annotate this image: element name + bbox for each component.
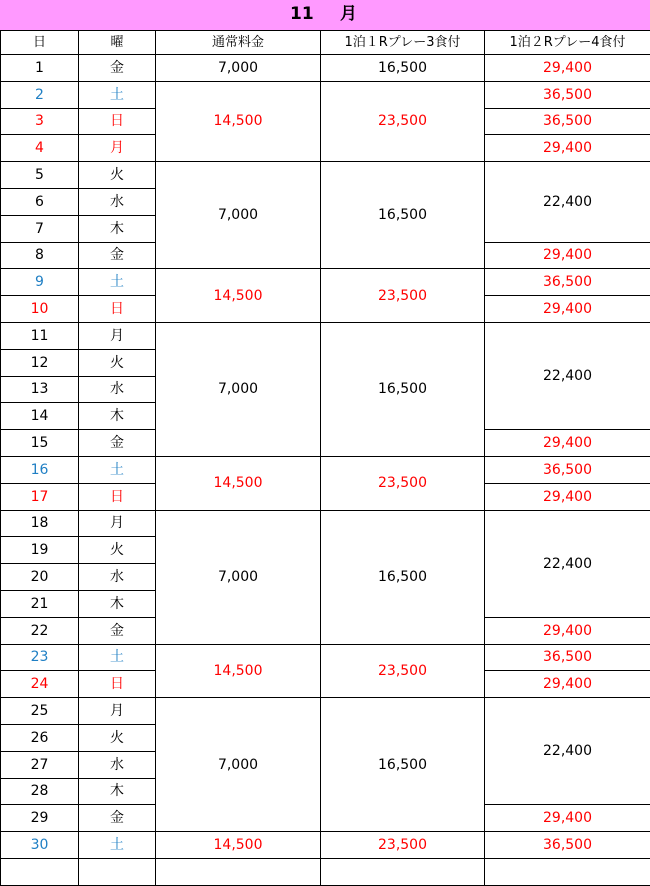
- plan-1-price-cell: 16,500: [321, 698, 485, 832]
- empty-cell: [485, 858, 650, 885]
- day-cell: 14: [1, 403, 79, 430]
- plan-2-price-cell: 22,400: [485, 162, 650, 242]
- weekday-cell: 日: [79, 671, 156, 698]
- table-row: [1, 510, 650, 537]
- day-cell: 29: [1, 805, 79, 832]
- weekday-cell: 火: [79, 349, 156, 376]
- plan-2-price-cell: 29,400: [485, 671, 650, 698]
- weekday-cell: 金: [79, 617, 156, 644]
- normal-price-cell: 14,500: [156, 644, 321, 698]
- plan-2-price-cell: 36,500: [485, 456, 650, 483]
- plan-2-price-cell: 22,400: [485, 698, 650, 805]
- day-cell: 25: [1, 698, 79, 725]
- header-plan-2-round: 1泊２Rプレー4食付: [485, 31, 650, 55]
- weekday-cell: 月: [79, 135, 156, 162]
- day-cell: 4: [1, 135, 79, 162]
- weekday-cell: 日: [79, 296, 156, 323]
- plan-2-price-cell: 22,400: [485, 322, 650, 429]
- header-plan-1-round: 1泊１Rプレー3食付: [321, 31, 485, 55]
- plan-2-price-cell: 36,500: [485, 81, 650, 108]
- table-row: [1, 644, 650, 671]
- normal-price-cell: 14,500: [156, 269, 321, 323]
- weekday-cell: 火: [79, 537, 156, 564]
- plan-2-price-cell: 29,400: [485, 55, 650, 82]
- plan-2-price-cell: 29,400: [485, 617, 650, 644]
- plan-1-price-cell: 16,500: [321, 510, 485, 644]
- weekday-cell: 水: [79, 376, 156, 403]
- day-cell: 15: [1, 430, 79, 457]
- weekday-cell: 金: [79, 55, 156, 82]
- day-cell: 17: [1, 483, 79, 510]
- table-row: [1, 162, 650, 189]
- table-row: [1, 456, 650, 483]
- weekday-cell: 土: [79, 832, 156, 859]
- empty-row: [1, 858, 650, 885]
- day-cell: 6: [1, 188, 79, 215]
- plan-1-price-cell: 23,500: [321, 644, 485, 698]
- header-row: [1, 31, 650, 55]
- weekday-cell: 火: [79, 724, 156, 751]
- empty-cell: [79, 858, 156, 885]
- day-cell: 28: [1, 778, 79, 805]
- plan-2-price-cell: 36,500: [485, 832, 650, 859]
- weekday-cell: 土: [79, 456, 156, 483]
- plan-2-price-cell: 29,400: [485, 242, 650, 269]
- price-calendar-body: [1, 31, 650, 886]
- plan-2-price-cell: 36,500: [485, 269, 650, 296]
- weekday-cell: 土: [79, 81, 156, 108]
- weekday-cell: 土: [79, 269, 156, 296]
- normal-price-cell: 14,500: [156, 81, 321, 161]
- day-cell: 8: [1, 242, 79, 269]
- plan-2-price-cell: 29,400: [485, 296, 650, 323]
- weekday-cell: 土: [79, 644, 156, 671]
- day-cell: 23: [1, 644, 79, 671]
- weekday-cell: 月: [79, 322, 156, 349]
- plan-2-price-cell: 22,400: [485, 510, 650, 617]
- empty-cell: [156, 858, 321, 885]
- plan-1-price-cell: 23,500: [321, 832, 485, 859]
- plan-2-price-cell: 29,400: [485, 483, 650, 510]
- header-weekday: 曜: [79, 31, 156, 55]
- month-unit: 月: [340, 4, 357, 24]
- weekday-cell: 火: [79, 162, 156, 189]
- weekday-cell: 水: [79, 751, 156, 778]
- day-cell: 27: [1, 751, 79, 778]
- normal-price-cell: 7,000: [156, 322, 321, 456]
- weekday-cell: 水: [79, 564, 156, 591]
- day-cell: 24: [1, 671, 79, 698]
- weekday-cell: 月: [79, 510, 156, 537]
- weekday-cell: 木: [79, 403, 156, 430]
- plan-2-price-cell: 36,500: [485, 644, 650, 671]
- weekday-cell: 木: [79, 778, 156, 805]
- header-day: 日: [1, 31, 79, 55]
- table-row: [1, 698, 650, 725]
- plan-2-price-cell: 29,400: [485, 135, 650, 162]
- day-cell: 18: [1, 510, 79, 537]
- weekday-cell: 金: [79, 805, 156, 832]
- month-banner: [0, 0, 650, 30]
- day-cell: 20: [1, 564, 79, 591]
- plan-1-price-cell: 23,500: [321, 269, 485, 323]
- header-normal-price: 通常料金: [156, 31, 321, 55]
- normal-price-cell: 7,000: [156, 162, 321, 269]
- month-number: 11: [290, 4, 314, 24]
- table-row: [1, 832, 650, 859]
- plan-1-price-cell: 16,500: [321, 322, 485, 456]
- plan-1-price-cell: 23,500: [321, 81, 485, 161]
- day-cell: 9: [1, 269, 79, 296]
- day-cell: 12: [1, 349, 79, 376]
- table-row: [1, 322, 650, 349]
- normal-price-cell: 7,000: [156, 55, 321, 82]
- plan-1-price-cell: 16,500: [321, 162, 485, 269]
- normal-price-cell: 14,500: [156, 832, 321, 859]
- day-cell: 19: [1, 537, 79, 564]
- plan-1-price-cell: 23,500: [321, 456, 485, 510]
- day-cell: 16: [1, 456, 79, 483]
- day-cell: 30: [1, 832, 79, 859]
- weekday-cell: 水: [79, 188, 156, 215]
- plan-2-price-cell: 29,400: [485, 805, 650, 832]
- normal-price-cell: 7,000: [156, 698, 321, 832]
- plan-1-price-cell: 16,500: [321, 55, 485, 82]
- weekday-cell: 日: [79, 483, 156, 510]
- day-cell: 13: [1, 376, 79, 403]
- day-cell: 7: [1, 215, 79, 242]
- day-cell: 3: [1, 108, 79, 135]
- weekday-cell: 木: [79, 590, 156, 617]
- price-calendar-table: [0, 30, 650, 886]
- normal-price-cell: 7,000: [156, 510, 321, 644]
- day-cell: 10: [1, 296, 79, 323]
- empty-cell: [321, 858, 485, 885]
- normal-price-cell: 14,500: [156, 456, 321, 510]
- day-cell: 22: [1, 617, 79, 644]
- day-cell: 26: [1, 724, 79, 751]
- table-row: [1, 269, 650, 296]
- plan-2-price-cell: 36,500: [485, 108, 650, 135]
- plan-2-price-cell: 29,400: [485, 430, 650, 457]
- weekday-cell: 金: [79, 242, 156, 269]
- day-cell: 2: [1, 81, 79, 108]
- table-row: [1, 81, 650, 108]
- day-cell: 11: [1, 322, 79, 349]
- weekday-cell: 日: [79, 108, 156, 135]
- weekday-cell: 木: [79, 215, 156, 242]
- day-cell: 21: [1, 590, 79, 617]
- day-cell: 1: [1, 55, 79, 82]
- weekday-cell: 金: [79, 430, 156, 457]
- empty-cell: [1, 858, 79, 885]
- day-cell: 5: [1, 162, 79, 189]
- weekday-cell: 月: [79, 698, 156, 725]
- table-row: [1, 55, 650, 82]
